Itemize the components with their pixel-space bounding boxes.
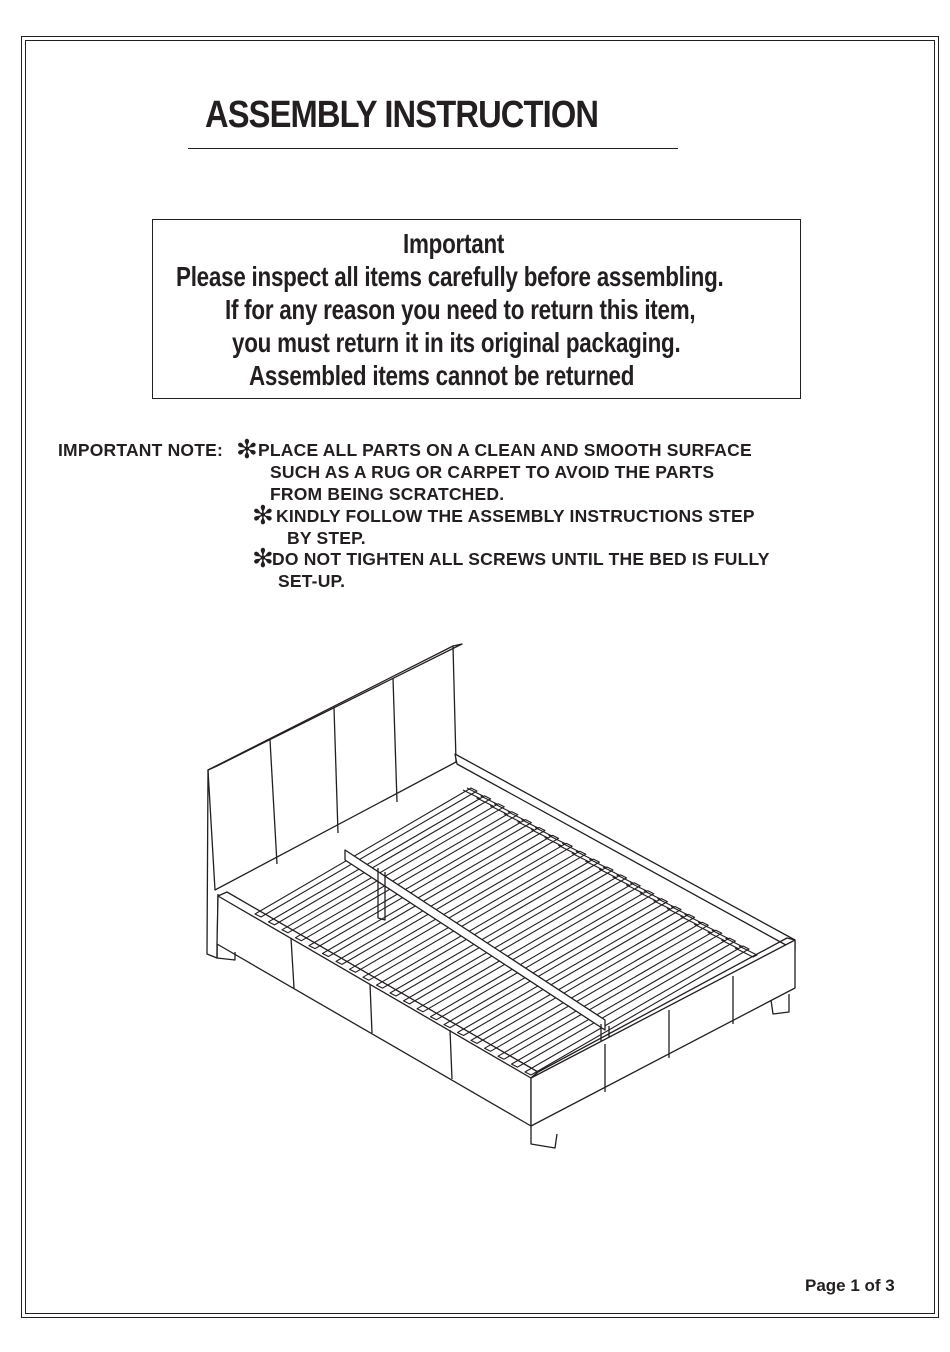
note-item-line: DO NOT TIGHTEN ALL SCREWS UNTIL THE BED IS FULLY	[272, 549, 770, 569]
notice-line: Please inspect all items carefully before assembling.	[176, 261, 724, 292]
note-item-line: SUCH AS A RUG OR CARPET TO AVOID THE PARTS	[270, 462, 715, 482]
asterisk-bullet-icon: ✻	[252, 500, 274, 530]
notice-line: If for any reason you need to return this item,	[225, 294, 696, 325]
note-item-line: PLACE ALL PARTS ON A CLEAN AND SMOOTH SURFACE	[258, 440, 752, 460]
notice-line: Assembled items cannot be returned	[249, 360, 635, 391]
asterisk-bullet-icon: ✻	[236, 434, 258, 464]
note-item-line: KINDLY FOLLOW THE ASSEMBLY INSTRUCTIONS STEP	[276, 506, 755, 526]
important-note-label: IMPORTANT NOTE:	[58, 440, 224, 460]
notice-line: you must return it in its original packaging.	[232, 327, 681, 358]
notice-heading: Important	[403, 228, 505, 259]
bed-frame-illustration	[195, 640, 805, 1160]
note-item-line: BY STEP.	[287, 528, 366, 548]
page-title: ASSEMBLY INSTRUCTION	[205, 94, 599, 136]
title-underline	[188, 148, 678, 149]
page-number: Page 1 of 3	[805, 1276, 895, 1295]
asterisk-bullet-icon: ✻	[252, 543, 274, 573]
note-item-line: FROM BEING SCRATCHED.	[270, 484, 505, 504]
note-item-line: SET-UP.	[278, 571, 346, 591]
